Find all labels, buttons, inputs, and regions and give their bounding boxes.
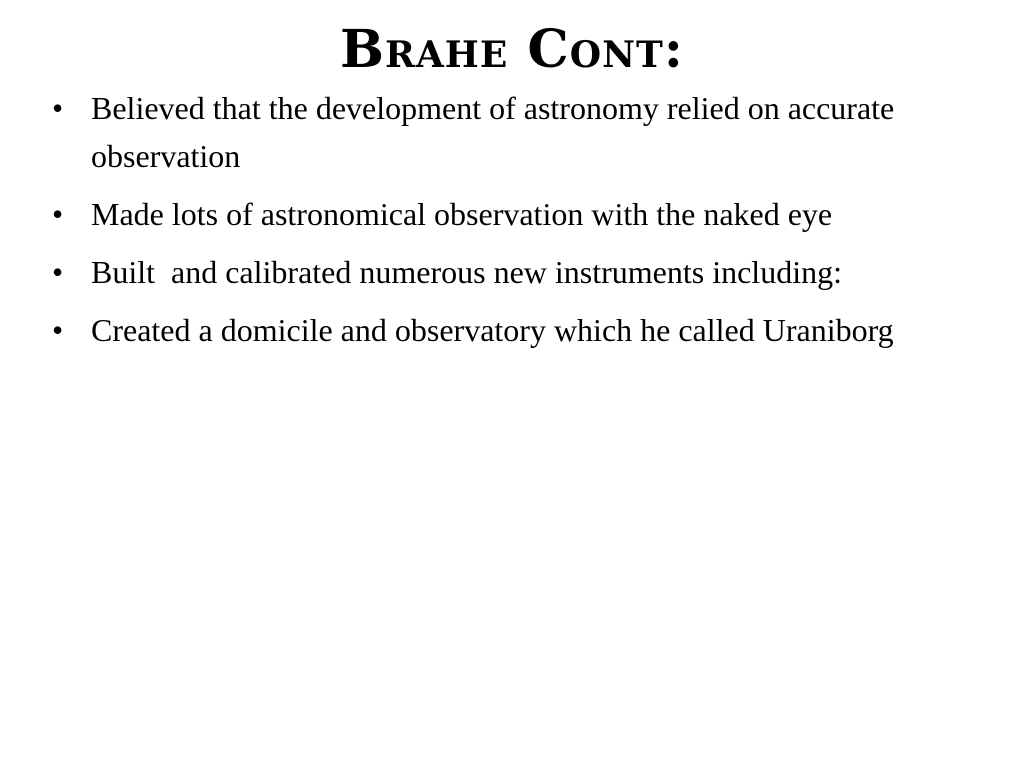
list-item (52, 190, 972, 238)
bullet-text: Built and calibrated numerous new instruments including: (91, 254, 842, 290)
bullet-text: Made lots of astronomical observation with the naked eye (91, 196, 833, 232)
bullet-point-icon: • (52, 254, 64, 290)
list-item (52, 84, 972, 180)
list-item (52, 248, 972, 296)
bullet-point-icon: • (52, 196, 64, 232)
slide-title: Brahe Cont: (340, 19, 684, 80)
bullet-text: Created a domicile and observatory which he called Uraniborg (91, 312, 894, 348)
list-item (52, 306, 972, 354)
bullet-list (52, 84, 972, 364)
bullet-text: Believed that the development of astronomy relied on accurate observation (91, 90, 903, 174)
bullet-point-icon: • (52, 90, 64, 126)
bullet-point-icon: • (52, 312, 64, 348)
